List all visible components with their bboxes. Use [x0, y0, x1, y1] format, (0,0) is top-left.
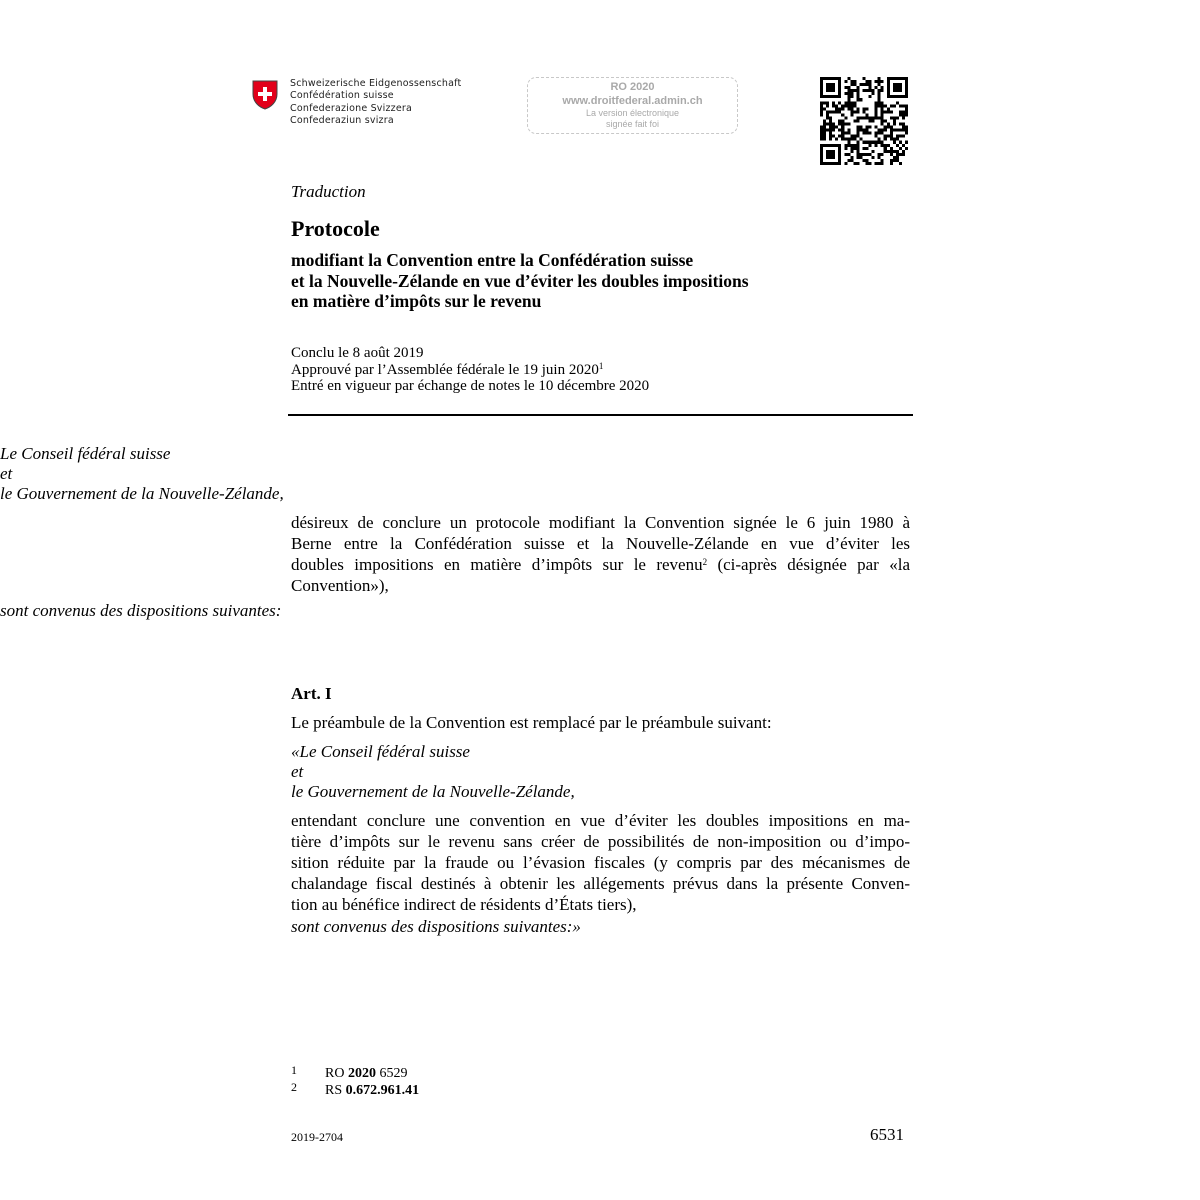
stamp-note-2: signée fait foi [605, 119, 660, 129]
stamp-ro: RO 2020 [610, 81, 655, 93]
new-preamble-parties [291, 742, 575, 802]
footnote-suffix: 6529 [375, 1066, 408, 1081]
stamp-note: La version électronique [585, 108, 680, 118]
footnote-number: 2 [291, 1080, 297, 1094]
paragraph-line: tion au bénéfice indirect de résidents d’États tiers), [291, 895, 637, 914]
paragraph-line: Berne entre la Confédération suisse et la Nouvelle-Zélande en vue d’éviter les [291, 534, 910, 553]
footnote-ref[interactable]: 1 [598, 360, 604, 371]
preamble-paragraph [291, 512, 910, 596]
footnote-ref[interactable]: 2 [702, 557, 708, 567]
paragraph-line: tière d’impôts sur le revenu sans créer de possibilités de non-imposition ou d’impo- [291, 832, 910, 851]
footnote-year: 2020 [347, 1066, 376, 1081]
swiss-cross-shield-icon [252, 80, 278, 110]
page-number: 6531 [870, 1125, 904, 1144]
paragraph-line: Convention»), [291, 576, 389, 595]
approved-text: Approuvé par l’Assemblée fédérale le 19 juin 2020 [291, 361, 599, 378]
page-title: Protocole [291, 216, 380, 241]
subtitle-line: modifiant la Convention entre la Confédération suisse [291, 250, 694, 270]
party-new-zealand: le Gouvernement de la Nouvelle-Zélande, [0, 484, 284, 503]
article-heading: Art. I [291, 684, 332, 703]
paragraph-line: désireux de conclure un protocole modifiant la Convention signée le 6 juin 1980 à [291, 513, 910, 532]
party-new-zealand: le Gouvernement de la Nouvelle-Zélande, [291, 782, 575, 801]
confederation-line: Confederaziun svizra [290, 114, 394, 126]
paragraph-line [291, 554, 910, 575]
document-number: 2019-2704 [291, 1130, 343, 1144]
footnote-number: 1 [291, 1063, 297, 1077]
stamp-url[interactable]: www.droitfederal.admin.ch [562, 95, 703, 107]
dates-block [291, 345, 649, 395]
official-publication-stamp [527, 77, 738, 134]
party-conjunction: et [0, 464, 13, 483]
footnote-rs-number: 0.672.961.41 [345, 1083, 420, 1098]
paragraph-line: entendant conclure une convention en vue d’éviter les doubles impositions en ma- [291, 811, 910, 830]
subtitle-line: et la Nouvelle-Zélande en vue d’éviter les doubles impositions [291, 270, 749, 291]
confederation-line: Confederazione Svizzera [290, 102, 413, 114]
title-divider [288, 414, 913, 416]
subtitle [291, 250, 749, 312]
confederation-names [290, 78, 461, 127]
paragraph-line: sition réduite par la fraude ou l’évasion fiscales (y compris par des mécanismes de [291, 853, 910, 872]
qr-code-icon [820, 77, 908, 165]
paragraph-line: chalandage fiscal destinés à obtenir les allégements prévus dans la présente Conven- [291, 874, 910, 893]
article-intro: Le préambule de la Convention est remplacé par le préambule suivant: [291, 713, 772, 732]
party-switzerland: Le Conseil fédéral suisse [0, 444, 171, 463]
footnote [291, 1063, 407, 1081]
paragraph-text: (ci-après désignée par «la [707, 555, 910, 574]
new-preamble-paragraph [291, 810, 910, 915]
footnote-prefix: RS [325, 1083, 346, 1098]
confederation-line: Schweizerische Eidgenossenschaft [290, 78, 462, 89]
new-agreement-clause: sont convenus des dispositions suivantes:» [291, 917, 581, 936]
concluded-date: Conclu le 8 août 2019 [291, 345, 424, 361]
translation-label: Traduction [291, 182, 366, 201]
subtitle-line: en matière d’impôts sur le revenu [291, 291, 542, 311]
preamble-parties [0, 444, 284, 504]
approved-date [291, 362, 649, 379]
footnote-prefix: RO [325, 1066, 348, 1081]
footnote [291, 1080, 419, 1098]
paragraph-text: doubles impositions en matière d’impôts sur le revenu [291, 555, 703, 574]
in-force-date: Entré en vigueur par échange de notes le 10 décembre 2020 [291, 378, 650, 394]
party-conjunction: et [291, 762, 304, 781]
agreement-clause: sont convenus des dispositions suivantes: [0, 601, 282, 620]
confederation-line: Confédération suisse [290, 90, 394, 102]
party-switzerland: «Le Conseil fédéral suisse [291, 742, 470, 761]
